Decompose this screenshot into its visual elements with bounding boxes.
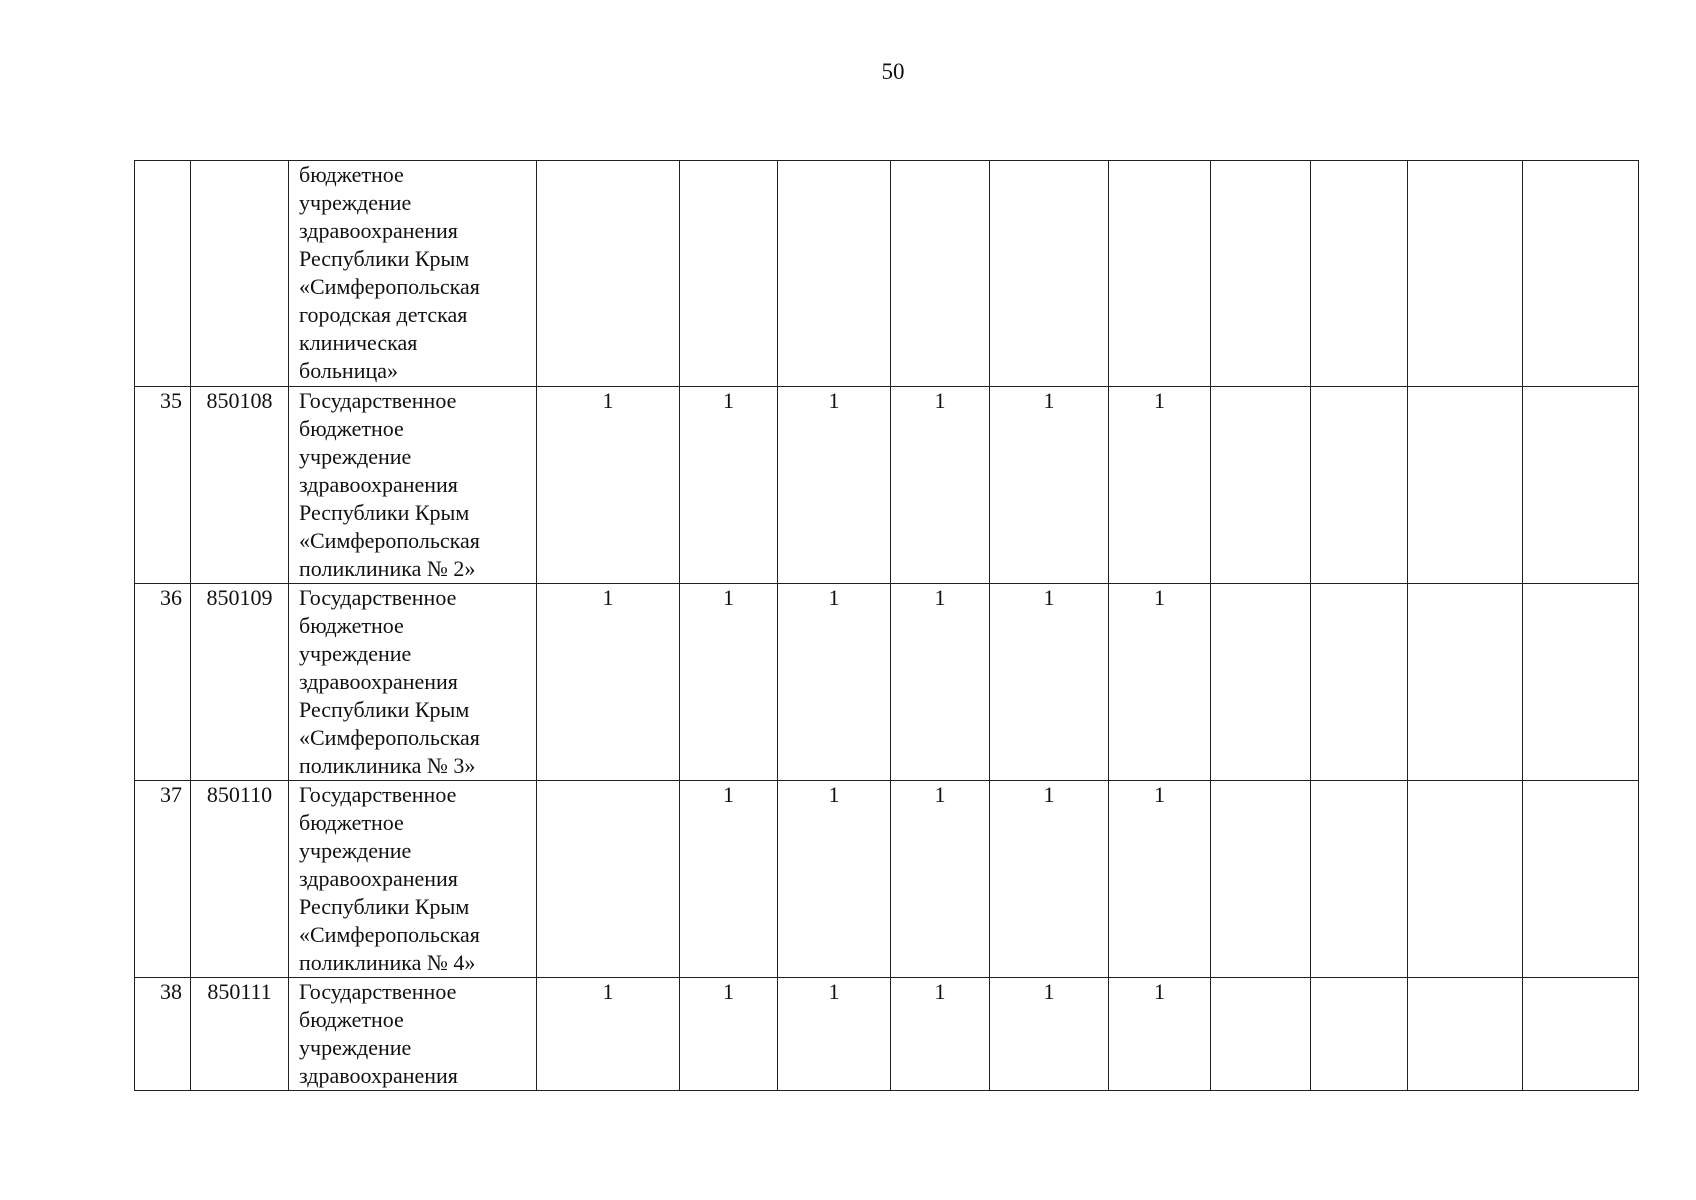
table-row <box>135 387 1639 584</box>
value-cell <box>1311 161 1408 387</box>
value-cell <box>1311 978 1408 1091</box>
organization-name-line: учреждение <box>299 641 412 666</box>
registry-code-cell: 850108 <box>191 387 289 584</box>
table-row <box>135 781 1639 978</box>
table-row <box>135 584 1639 781</box>
value-cell <box>1211 584 1311 781</box>
value-cell: 1 <box>891 387 990 584</box>
table-row <box>135 978 1639 1091</box>
organization-name-line: учреждение <box>299 190 412 215</box>
organization-name-cell <box>289 584 537 781</box>
value-cell <box>1523 161 1639 387</box>
organization-name-line: здравоохранения <box>299 218 458 243</box>
value-cell: 1 <box>891 978 990 1091</box>
value-cell <box>1523 781 1639 978</box>
row-number-cell: 35 <box>135 387 191 584</box>
value-cell <box>1311 781 1408 978</box>
organization-name-line: Государственное <box>299 979 457 1004</box>
organization-name-line: учреждение <box>299 444 412 469</box>
organization-name-line: «Симферопольская <box>299 528 480 553</box>
value-cell: 1 <box>990 781 1109 978</box>
value-cell: 1 <box>891 584 990 781</box>
value-cell: 1 <box>1109 978 1211 1091</box>
value-cell <box>1109 161 1211 387</box>
value-cell <box>537 781 680 978</box>
value-cell: 1 <box>990 978 1109 1091</box>
organization-name-cell <box>289 387 537 584</box>
value-cell: 1 <box>537 387 680 584</box>
organization-name-cell <box>289 161 537 387</box>
organization-name-line: здравоохранения <box>299 472 458 497</box>
value-cell: 1 <box>1109 584 1211 781</box>
value-cell <box>1211 161 1311 387</box>
organization-name-line: «Симферопольская <box>299 725 480 750</box>
value-cell <box>990 161 1109 387</box>
value-cell <box>1311 584 1408 781</box>
organization-name-line: бюджетное <box>299 613 404 638</box>
value-cell: 1 <box>680 387 778 584</box>
organization-name-line: Государственное <box>299 782 457 807</box>
value-cell: 1 <box>990 387 1109 584</box>
value-cell: 1 <box>891 781 990 978</box>
organization-name-line: городская детская <box>299 302 468 327</box>
value-cell <box>891 161 990 387</box>
value-cell: 1 <box>680 584 778 781</box>
value-cell: 1 <box>778 978 891 1091</box>
value-cell <box>778 161 891 387</box>
organization-name-line: бюджетное <box>299 162 404 187</box>
value-cell <box>1211 978 1311 1091</box>
data-table <box>134 160 1639 1091</box>
value-cell <box>1523 978 1639 1091</box>
value-cell <box>1211 781 1311 978</box>
organization-name-line: больница» <box>299 358 398 383</box>
organization-name-line: Республики Крым <box>299 894 470 919</box>
organization-name-line: поликлиника № 3» <box>299 753 476 778</box>
row-number-cell <box>135 161 191 387</box>
organization-name-line: поликлиника № 2» <box>299 556 476 581</box>
registry-code-cell: 850110 <box>191 781 289 978</box>
value-cell: 1 <box>1109 781 1211 978</box>
registry-code-cell <box>191 161 289 387</box>
value-cell <box>1408 161 1523 387</box>
value-cell <box>680 161 778 387</box>
value-cell <box>1408 781 1523 978</box>
registry-code-cell: 850109 <box>191 584 289 781</box>
value-cell <box>1408 978 1523 1091</box>
organization-name-line: Государственное <box>299 585 457 610</box>
organization-name-line: поликлиника № 4» <box>299 950 476 975</box>
organization-name-line: Республики Крым <box>299 697 470 722</box>
organization-name-line: Республики Крым <box>299 246 470 271</box>
organization-name-line: «Симферопольская <box>299 922 480 947</box>
value-cell: 1 <box>778 387 891 584</box>
value-cell: 1 <box>990 584 1109 781</box>
page-number: 50 <box>881 59 905 84</box>
organization-name-line: учреждение <box>299 838 412 863</box>
value-cell: 1 <box>680 978 778 1091</box>
organization-name-cell <box>289 978 537 1091</box>
registry-code-cell: 850111 <box>191 978 289 1091</box>
value-cell: 1 <box>680 781 778 978</box>
value-cell <box>1311 387 1408 584</box>
organization-name-line: бюджетное <box>299 810 404 835</box>
row-number-cell: 37 <box>135 781 191 978</box>
row-number-cell: 38 <box>135 978 191 1091</box>
value-cell: 1 <box>778 781 891 978</box>
value-cell <box>1523 584 1639 781</box>
organization-name-line: здравоохранения <box>299 1063 458 1088</box>
value-cell: 1 <box>537 978 680 1091</box>
value-cell <box>1408 387 1523 584</box>
value-cell <box>1211 387 1311 584</box>
table-row <box>135 161 1639 387</box>
value-cell <box>1408 584 1523 781</box>
organization-name-line: учреждение <box>299 1035 412 1060</box>
organization-name-line: здравоохранения <box>299 866 458 891</box>
value-cell: 1 <box>1109 387 1211 584</box>
organization-name-cell <box>289 781 537 978</box>
organization-name-line: бюджетное <box>299 1007 404 1032</box>
value-cell <box>1523 387 1639 584</box>
organization-name-line: Республики Крым <box>299 500 470 525</box>
organization-name-line: Государственное <box>299 388 457 413</box>
row-number-cell: 36 <box>135 584 191 781</box>
organization-name-line: бюджетное <box>299 416 404 441</box>
organization-name-line: клиническая <box>299 330 418 355</box>
organization-name-line: «Симферопольская <box>299 274 480 299</box>
value-cell <box>537 161 680 387</box>
value-cell: 1 <box>537 584 680 781</box>
organization-name-line: здравоохранения <box>299 669 458 694</box>
value-cell: 1 <box>778 584 891 781</box>
